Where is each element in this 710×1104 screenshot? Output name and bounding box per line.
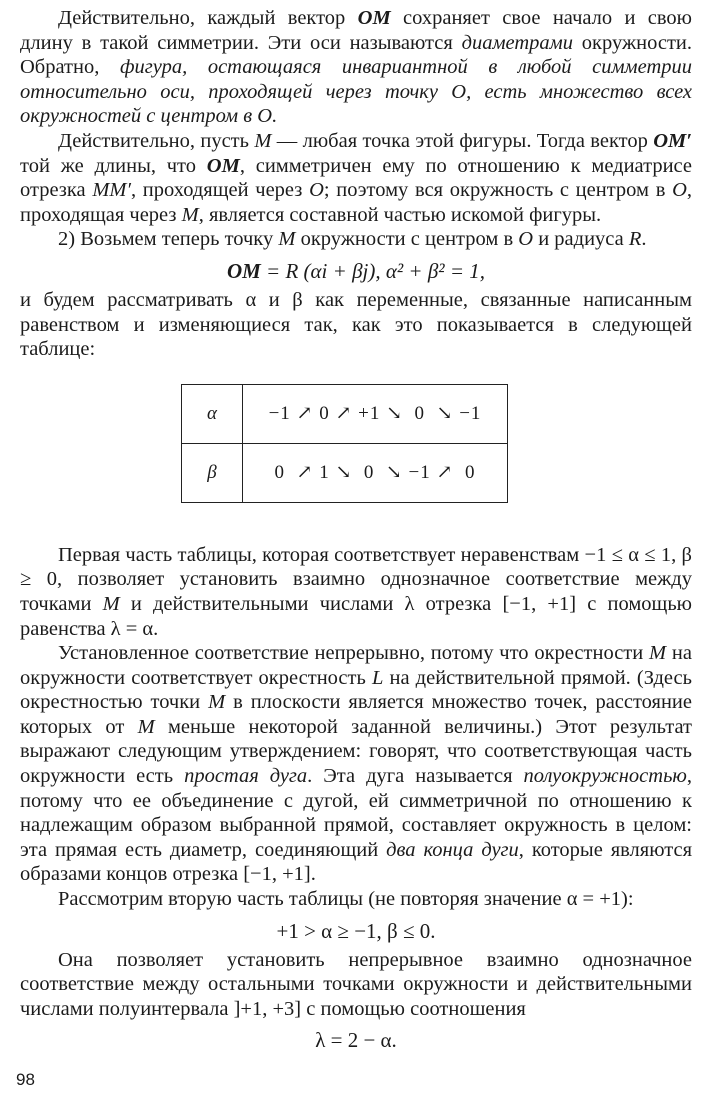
- symbol-m: M: [208, 691, 226, 714]
- text-run: , проходящая через: [20, 179, 692, 226]
- formula-circle-parametrization: [20, 258, 692, 284]
- row-label-beta: β: [182, 443, 243, 502]
- formula-inequality: +1 > α ≥ −1, β ≤ 0.: [276, 918, 436, 943]
- text-run: , является составной частью искомой фигуры.: [198, 203, 602, 226]
- term-diameters: диаметрами: [461, 31, 573, 54]
- page-number: 98: [16, 1070, 35, 1089]
- term-arc-ends: два конца дуги: [386, 838, 519, 861]
- text-run: , которые являются образами концов отрезка [−1, +1].: [20, 838, 692, 886]
- vector-om-prime: OM′: [653, 129, 693, 152]
- text-run: Первая часть таблицы, которая соответствует неравенствам −1 ≤ α ≤ 1, β ≥ 0, позволяет установить взаимно однозначное соответствие между точками: [20, 543, 692, 615]
- paragraph-2: [20, 129, 692, 227]
- text-run: сохраняет свое начало и свою длину в такой симметрии. Эти оси называются: [20, 7, 693, 54]
- theorem-statement: фигура, остающаяся инвариантной в любой симметрии относительно оси, проходящей через точку O, есть множество всех окружностей с центром в O.: [20, 56, 693, 128]
- symbol-m: M: [181, 203, 199, 226]
- text-run: Действительно, каждый вектор: [58, 7, 358, 29]
- vector-om: OM: [226, 258, 261, 283]
- page-body: [20, 6, 692, 1057]
- text-run: 2) Возьмем теперь точку: [58, 228, 279, 251]
- text-run: и радиуса: [533, 228, 629, 251]
- paragraph-6: [20, 641, 692, 887]
- symbol-m: M: [254, 129, 272, 152]
- paragraph-3: [20, 227, 692, 252]
- text-run: окружности. Обратно,: [20, 31, 692, 79]
- text-run: окружности с центром в: [295, 228, 519, 251]
- text-run: , потому что ее объединение с дугой, ей симметричной по отношению к надлежащим образом выбранной прямой, составляет окружность в целом: эта прямая есть диаметр, соединяющий: [20, 765, 692, 861]
- formula-body: = R (αi + βj), α² + β² = 1,: [260, 258, 486, 283]
- paragraph-5: [20, 543, 692, 641]
- text-run: в плоскости является множество точек, расстояние которых от: [20, 691, 693, 738]
- vector-om: OM: [357, 7, 391, 29]
- text-run: , симметричен ему по отношению к медиатрисе отрезка: [20, 154, 693, 202]
- table-row-alpha: [182, 384, 508, 443]
- table-row-beta: [182, 443, 508, 502]
- text-run: . Эта дуга называется: [307, 765, 524, 788]
- text-run: .: [641, 228, 647, 251]
- variation-table: [181, 384, 508, 503]
- symbol-o: O: [672, 179, 687, 202]
- symbol-m: M: [102, 592, 120, 615]
- text-run: — любая точка этой фигуры. Тогда вектор: [271, 129, 654, 152]
- formula-lambda: λ = 2 − α.: [315, 1028, 397, 1053]
- symbol-l: L: [371, 666, 384, 689]
- symbol-m: M: [649, 642, 667, 665]
- row-label-alpha: α: [182, 384, 243, 443]
- paragraph-1: [20, 6, 692, 129]
- text-run: на окружности соответствует окрестность: [20, 642, 692, 689]
- text-run: Установленное соответствие непрерывно, потому что окрестности: [58, 642, 650, 665]
- text-run: ; поэтому вся окружность с центром в: [323, 179, 673, 202]
- term-semicircle: полуокружностью: [523, 765, 687, 788]
- vector-om: OM: [206, 154, 240, 177]
- text-run: меньше некоторой заданной величины.) Этот результат выражают следующим утверждением: говорят, что соответствующая часть окружности есть: [20, 715, 692, 788]
- paragraph-7: Рассмотрим вторую часть таблицы (не повторяя значение α = +1):: [58, 888, 634, 911]
- text-run: на действительной прямой. (Здесь окрестностью точки: [20, 666, 692, 714]
- symbol-r: R: [628, 228, 642, 251]
- row-values-beta: 0 ↗ 1 ↘ 0 ↘ −1 ↗ 0: [274, 462, 476, 484]
- text-run: , проходящей через: [130, 179, 310, 202]
- symbol-o: O: [518, 228, 534, 251]
- paragraph-8: Она позволяет установить непрерывное взаимно однозначное соответствие между остальными точками окружности и действительными числами полуинтервала ]+1, +3] с помощью соотношения: [20, 948, 692, 1020]
- text-run: Действительно, пусть: [58, 129, 255, 152]
- symbol-m: M: [137, 715, 155, 738]
- text-run: той же длины, что: [20, 154, 207, 177]
- paragraph-4: и будем рассматривать α и β как переменные, связанные написанным равенством и изменяющиеся так, как это показывается в следующей таблице:: [20, 288, 692, 361]
- symbol-o: O: [309, 179, 324, 202]
- term-simple-arc: простая дуга: [184, 765, 308, 788]
- segment-mm: MM′: [92, 179, 131, 202]
- text-run: и действительными числами λ отрезка [−1, +1] с помощью равенства λ = α.: [20, 592, 692, 640]
- row-values-alpha: −1 ↗ 0 ↗ +1 ↘ 0 ↘ −1: [243, 384, 508, 443]
- symbol-m: M: [278, 228, 296, 251]
